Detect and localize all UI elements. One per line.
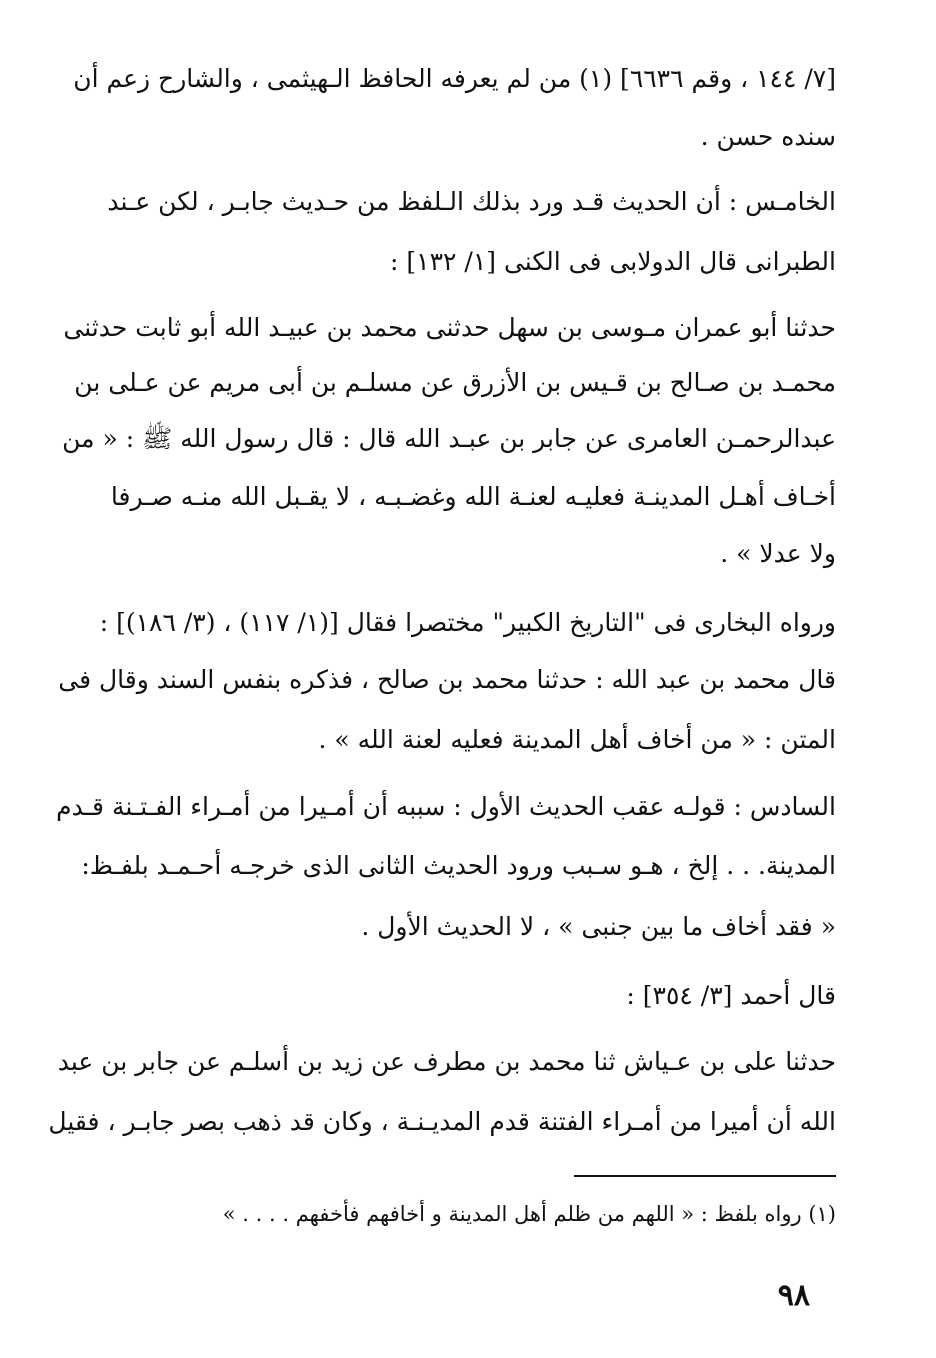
footnote: (١) رواه بلفظ : « اللهم من ظلم أهل المدينة و أخافهم فأخفهم . . . . »: [222, 1202, 836, 1226]
text-line: [٧/ ١٤٤ ، وقم ٦٦٣٦] (١) من لم يعرفه الحافظ الـهيثمى ، والشارح زعم أن: [73, 64, 836, 93]
text-line: ورواه البخارى فى "التاريخ الكبير" مختصرا فقال [(١/ ١١٧) ، (٣/ ١٨٦)] :: [99, 608, 836, 637]
text-line: الطبرانى قال الدولابى فى الكنى [١/ ١٣٢] :: [390, 247, 836, 276]
text-line: ولا عدلا » .: [720, 539, 836, 568]
text-line: محمـد بن صـالح بن قـيس بن الأزرق عن مسلـم بن أبى مريم عن عـلى بن: [74, 368, 836, 397]
text-line: « فقد أخاف ما بين جنبى » ، لا الحديث الأول .: [361, 912, 836, 941]
text-line: المتن : « من أخاف أهل المدينة فعليه لعنة الله » .: [318, 725, 836, 754]
text-line: الله أن أميرا من أمـراء الفتنة قدم المديـنـة ، وكان قد ذهب بصر جابـر ، فقيل: [48, 1107, 836, 1136]
text-line: عبدالرحمـن العامرى عن جابر بن عبـد الله قال : قال رسول الله ﷺ : « من: [62, 424, 836, 453]
page-number: ٩٨: [777, 1278, 810, 1313]
text-line: قال أحمد [٣/ ٣٥٤] :: [626, 981, 836, 1010]
text-line: سنده حسن .: [700, 122, 836, 151]
text-line: حدثنا على بن عـياش ثنا محمد بن مطرف عن زيد بن أسلـم عن جابر بن عبد: [57, 1047, 836, 1076]
footnote-divider: [574, 1175, 836, 1177]
text-line: المدينة. . . إلخ ، هـو سـبب ورود الحديث الثانى الذى خرجـه أحـمـد بلفـظ:: [81, 851, 836, 880]
text-line: الخامـس : أن الحديث قـد ورد بذلك الـلفظ من حـديث جابـر ، لكن عـند: [107, 187, 836, 216]
text-line: حدثنا أبو عمران مـوسى بن سهل حدثنى محمد بن عبيـد الله أبو ثابت حدثنى: [63, 313, 836, 342]
text-line: السادس : قولـه عقب الحديث الأول : سببه أن أمـيرا من أمـراء الفـتـنة قـدم: [56, 792, 836, 821]
text-line: أخـاف أهـل المدينـة فعليـه لعنـة الله وغضـبـه ، لا يقـبل الله منـه صـرفا: [110, 482, 836, 511]
text-line: قال محمد بن عبد الله : حدثنا محمد بن صالح ، فذكره بنفس السند وقال فى: [58, 665, 836, 694]
